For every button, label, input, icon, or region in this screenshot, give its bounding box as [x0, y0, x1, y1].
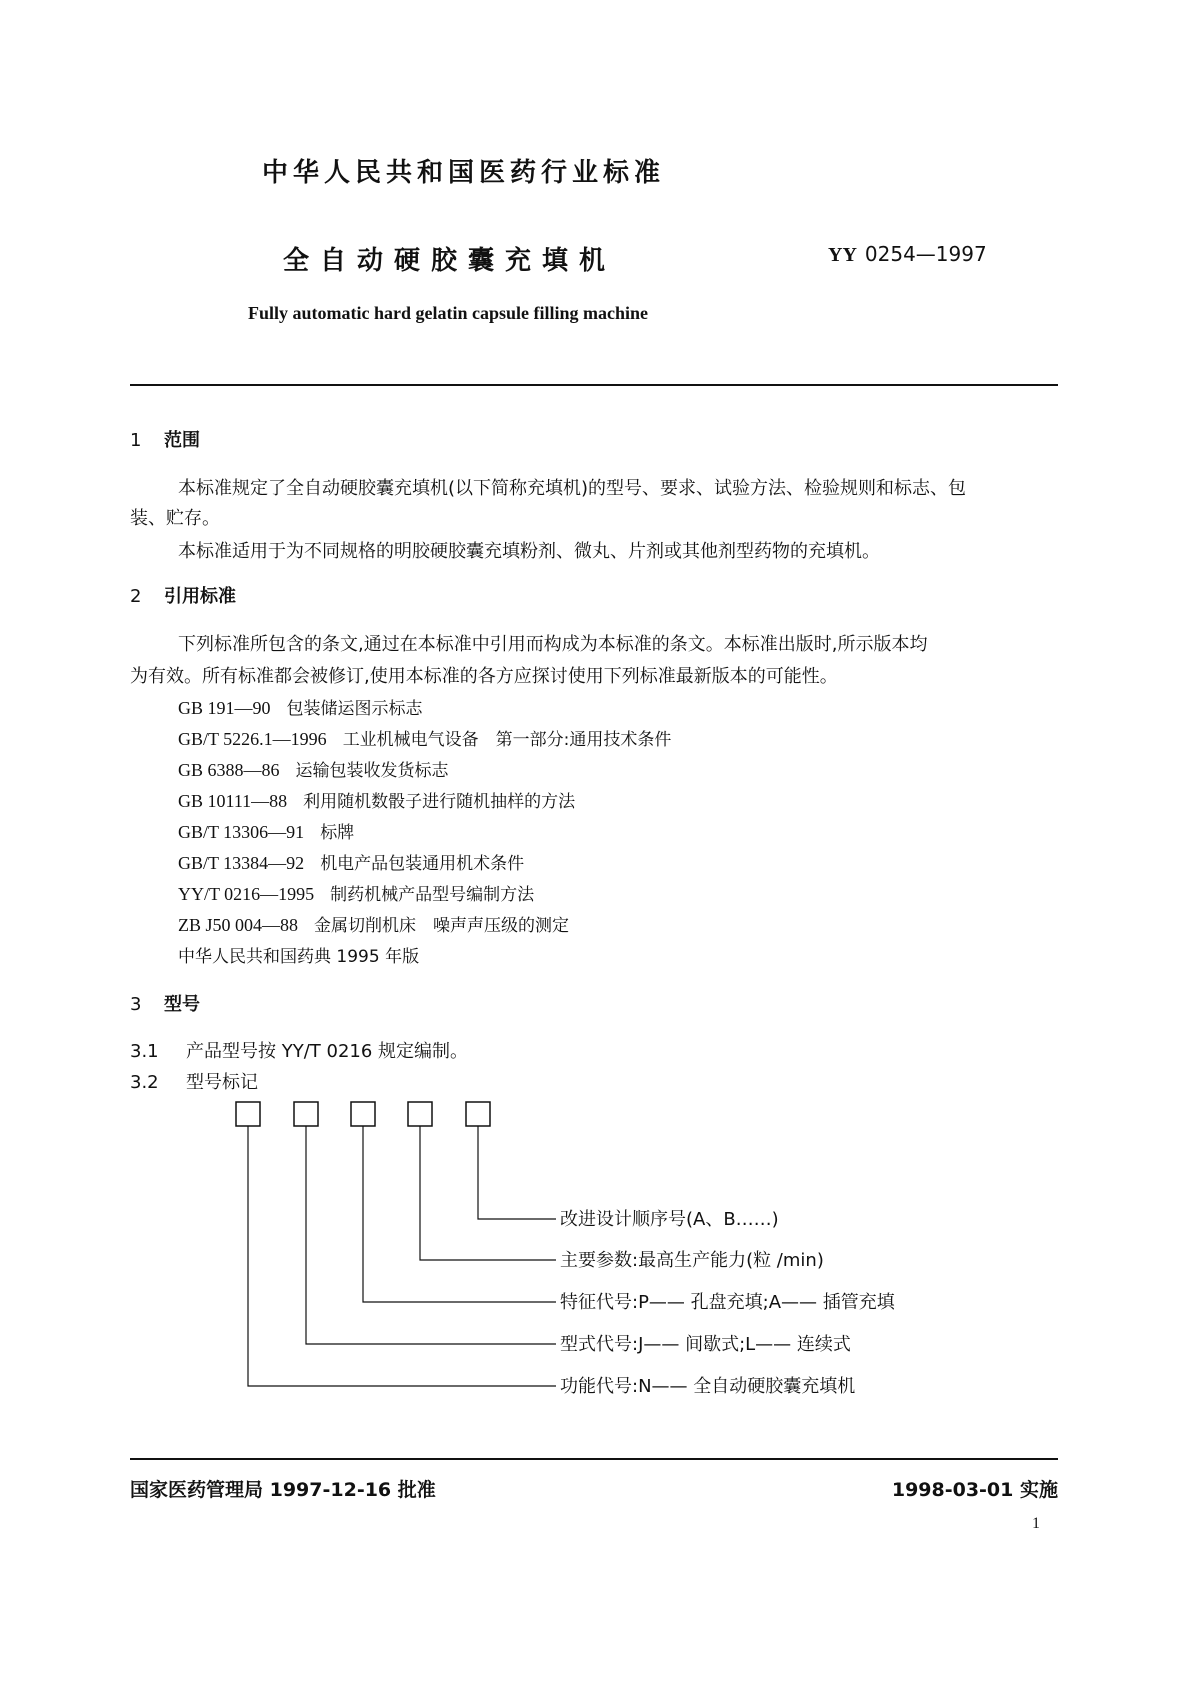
section-1-title: 范围 — [164, 430, 200, 451]
reference-code: GB/T 13306—91 — [178, 822, 305, 842]
reference-name: 金属切削机床 噪声声压级的测定 — [314, 916, 570, 936]
section-3-title: 型号 — [164, 994, 200, 1015]
reference-name: 机电产品包装通用机术条件 — [320, 854, 525, 874]
reference-code: GB 191—90 — [178, 698, 271, 718]
subsection-3-2-number: 3.2 — [130, 1072, 159, 1093]
leader-line-revision — [478, 1126, 556, 1219]
diagram-label-revision: 改进设计顺序号(A、B……) — [560, 1209, 779, 1230]
reference-name: 制药机械产品型号编制方法 — [330, 885, 535, 905]
reference-code: GB 10111—88 — [178, 791, 288, 811]
reference-code: GB/T 13384—92 — [178, 853, 305, 873]
section-2-title: 引用标准 — [164, 586, 236, 607]
diagram-label-function: 功能代号:N—— 全自动硬胶囊充填机 — [560, 1376, 856, 1397]
leader-line-type — [306, 1126, 556, 1344]
code-box-parameter — [408, 1102, 432, 1126]
leader-line-feature — [363, 1126, 556, 1302]
code-box-feature — [351, 1102, 375, 1126]
reference-name: 标牌 — [320, 823, 355, 843]
reference-name: 利用随机数骰子进行随机抽样的方法 — [303, 792, 576, 812]
subsection-3-2-text: 型号标记 — [186, 1072, 258, 1093]
issuing-authority: 中华人民共和国医药行业标准 — [262, 158, 666, 188]
reference-name: 运输包装收发货标志 — [295, 761, 449, 781]
section-1-number: 1 — [130, 430, 142, 451]
diagram-label-type: 型式代号:J—— 间歇式;L—— 连续式 — [560, 1334, 851, 1355]
section-1-paragraph-1-line-2: 装、贮存。 — [130, 508, 220, 529]
reference-name: 中华人民共和国药典 1995 年版 — [178, 947, 420, 967]
leader-line-function — [248, 1126, 556, 1386]
english-title: Fully automatic hard gelatin capsule filling machine — [248, 303, 649, 323]
reference-name: 工业机械电气设备 第一部分:通用技术条件 — [342, 730, 672, 750]
reference-code: YY/T 0216—1995 — [178, 884, 315, 904]
diagram-label-feature: 特征代号:P—— 孔盘充填;A—— 插管充填 — [560, 1292, 895, 1313]
reference-code: GB/T 5226.1—1996 — [178, 729, 327, 749]
standard-number: 0254—1997 — [864, 242, 987, 266]
section-2-number: 2 — [130, 586, 142, 607]
reference-name: 包装储运图示标志 — [286, 699, 423, 719]
code-box-type — [294, 1102, 318, 1126]
page-number: 1 — [1032, 1515, 1040, 1532]
section-1-paragraph-2: 本标准适用于为不同规格的明胶硬胶囊充填粉剂、微丸、片剂或其他剂型药物的充填机。 — [178, 541, 880, 562]
approval-statement: 国家医药管理局 1997-12-16 批准 — [130, 1479, 436, 1501]
section-1-paragraph-1-line-1: 本标准规定了全自动硬胶囊充填机(以下简称充填机)的型号、要求、试验方法、检验规则和标志、包 — [178, 478, 967, 499]
subsection-3-1-text: 产品型号按 YY/T 0216 规定编制。 — [186, 1041, 469, 1062]
code-box-revision — [466, 1102, 490, 1126]
effective-date: 1998-03-01 实施 — [891, 1479, 1058, 1501]
standard-prefix: YY — [828, 244, 857, 266]
section-2-paragraph-line-2: 为有效。所有标准都会被修订,使用本标准的各方应探讨使用下列标准最新版本的可能性。 — [130, 666, 838, 687]
footer-divider — [130, 1458, 1058, 1460]
reference-code: GB 6388—86 — [178, 760, 280, 780]
document-title: 全自动硬胶囊充填机 — [283, 246, 617, 276]
reference-code: ZB J50 004—88 — [178, 915, 299, 935]
leader-line-parameter — [420, 1126, 556, 1260]
diagram-label-parameter: 主要参数:最高生产能力(粒 /min) — [560, 1250, 824, 1271]
subsection-3-1-number: 3.1 — [130, 1041, 159, 1062]
code-box-function — [236, 1102, 260, 1126]
section-2-paragraph-line-1: 下列标准所包含的条文,通过在本标准中引用而构成为本标准的条文。本标准出版时,所示版本均 — [178, 634, 928, 655]
section-3-number: 3 — [130, 994, 142, 1015]
